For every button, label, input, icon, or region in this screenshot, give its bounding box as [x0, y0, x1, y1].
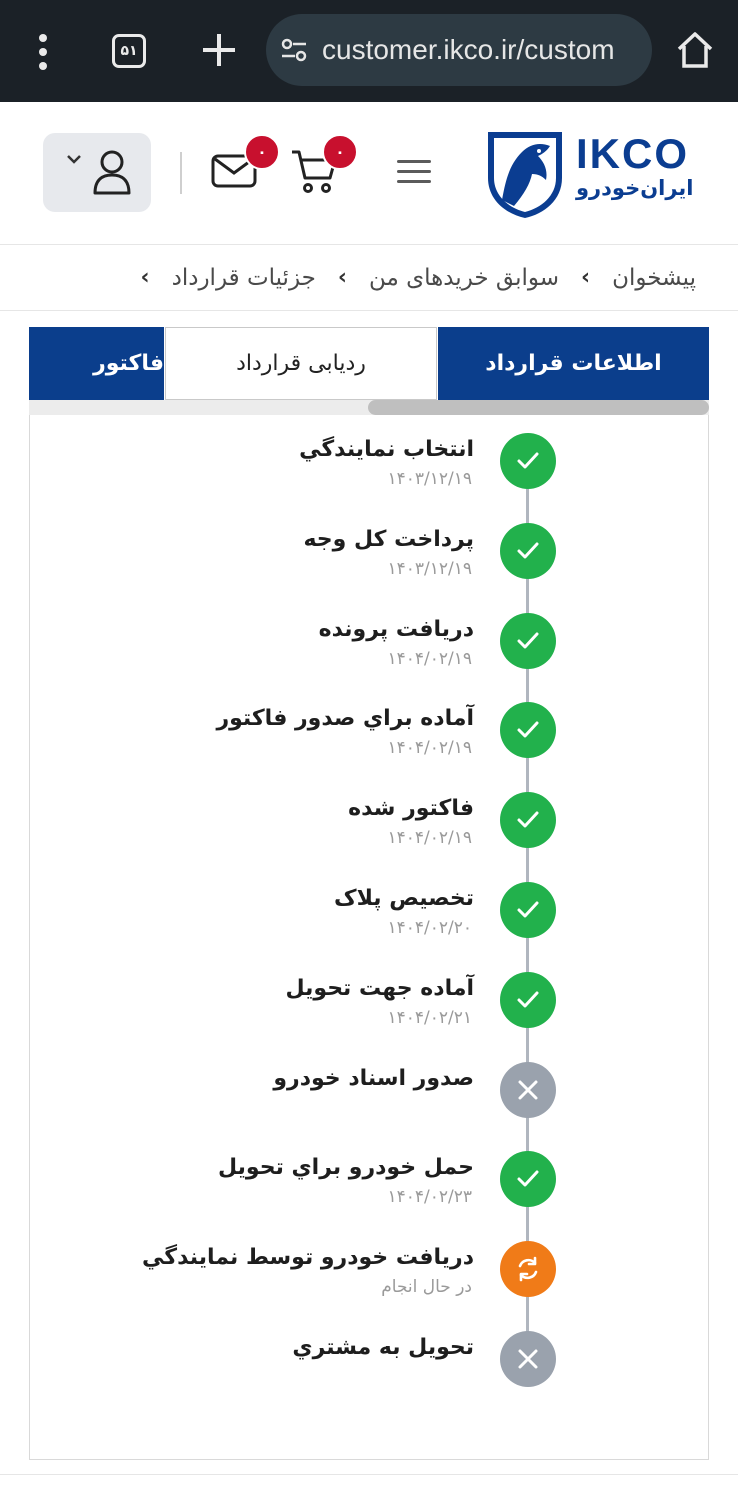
- step-status-done: [500, 792, 556, 848]
- step-date: ۱۴۰۴/۰۲/۱۹: [387, 738, 472, 759]
- tab-contract-info[interactable]: [438, 327, 709, 400]
- user-icon: [91, 149, 133, 197]
- check-icon: [513, 985, 543, 1015]
- step-date: ۱۴۰۴/۰۲/۲۳: [387, 1187, 472, 1208]
- step-status-done: [500, 523, 556, 579]
- home-icon[interactable]: [676, 30, 714, 70]
- address-bar[interactable]: [266, 14, 652, 86]
- step-title: انتخاب نمايندگي: [299, 437, 474, 462]
- tab-invoice[interactable]: [29, 327, 164, 400]
- cart-badge: ۰: [322, 134, 358, 170]
- messages-button[interactable]: [210, 143, 267, 194]
- breadcrumb-chevron-icon: ›: [140, 265, 150, 290]
- timeline-step: [30, 523, 710, 583]
- logo-subtext: ایران‌خودرو: [576, 176, 694, 200]
- step-title: تحويل به مشتري: [292, 1335, 474, 1360]
- step-status-done: [500, 972, 556, 1028]
- step-date: ۱۴۰۳/۱۲/۱۹: [387, 558, 472, 579]
- site-header: [0, 102, 738, 245]
- step-status-failed: [500, 1331, 556, 1387]
- close-icon: [515, 1346, 541, 1372]
- step-status-failed: [500, 1062, 556, 1118]
- timeline-step: [30, 702, 710, 762]
- tab-label: فاکتور: [93, 351, 164, 376]
- chevron-down-icon: [65, 153, 83, 165]
- close-icon: [515, 1077, 541, 1103]
- new-tab-icon[interactable]: [199, 30, 239, 70]
- timeline-step: [30, 1062, 710, 1122]
- breadcrumb: [0, 245, 738, 311]
- check-icon: [513, 895, 543, 925]
- step-date: ۱۴۰۴/۰۲/۱۹: [387, 828, 472, 849]
- check-icon: [513, 1164, 543, 1194]
- logo-text: IKCO: [576, 130, 689, 177]
- ikco-logo[interactable]: [484, 124, 694, 224]
- check-icon: [513, 446, 543, 476]
- step-title: دريافت خودرو توسط نمايندگي: [142, 1245, 474, 1271]
- step-title: حمل خودرو براي تحويل: [218, 1155, 474, 1181]
- breadcrumb-dashboard[interactable]: پیشخوان: [612, 264, 696, 291]
- timeline-step: [30, 792, 710, 852]
- step-title: آماده براي صدور فاکتور: [216, 706, 474, 732]
- browser-toolbar: [0, 0, 738, 102]
- tab-label: ردیابی قرارداد: [236, 351, 366, 376]
- step-title: دریافت پرونده: [318, 616, 474, 642]
- user-menu-button[interactable]: [43, 133, 151, 212]
- step-status-done: [500, 1151, 556, 1207]
- cart-button[interactable]: [288, 143, 345, 196]
- step-status-done: [500, 702, 556, 758]
- timeline-step: [30, 882, 710, 942]
- tabs-scrollbar[interactable]: [29, 400, 709, 415]
- check-icon: [513, 715, 543, 745]
- menu-icon[interactable]: [397, 158, 433, 186]
- step-title: پرداخت کل وجه: [303, 526, 474, 552]
- timeline-step: [30, 1331, 710, 1391]
- contract-tabs: [29, 327, 709, 400]
- tab-switcher-button[interactable]: [112, 34, 146, 68]
- step-date: در حال انجام: [381, 1277, 472, 1298]
- timeline-step: [30, 1241, 710, 1301]
- step-date: ۱۴۰۴/۰۲/۱۹: [387, 648, 472, 669]
- step-date: ۱۴۰۳/۱۲/۱۹: [387, 469, 472, 489]
- tab-contract-tracking[interactable]: [165, 327, 437, 400]
- timeline-step: [30, 613, 710, 673]
- step-title: فاکتور شده: [348, 796, 474, 822]
- site-settings-icon[interactable]: [280, 36, 308, 64]
- tab-label: اطلاعات قرارداد: [485, 351, 662, 376]
- timeline-step: [30, 972, 710, 1032]
- timeline-step: [30, 1151, 710, 1211]
- step-date: ۱۴۰۴/۰۲/۲۰: [387, 918, 472, 938]
- step-status-done: [500, 613, 556, 669]
- header-divider: [180, 152, 182, 194]
- browser-menu-icon[interactable]: [30, 32, 56, 72]
- step-status-done: [500, 882, 556, 938]
- step-date: ۱۴۰۴/۰۲/۲۱: [387, 1007, 472, 1028]
- horse-shield-icon: [484, 126, 566, 220]
- refresh-icon: [513, 1254, 543, 1284]
- mail-badge: ۰: [244, 134, 280, 170]
- step-status-done: [500, 433, 556, 489]
- step-status-in-progress: [500, 1241, 556, 1297]
- timeline-step: [30, 433, 710, 493]
- tab-count: ۵۱: [120, 43, 138, 59]
- tracking-panel: [29, 415, 709, 1460]
- breadcrumb-contract-details: جزئیات قرارداد: [171, 264, 316, 291]
- url-text: customer.ikco.ir/custom: [322, 34, 615, 65]
- step-title: تخصيص پلاک: [334, 886, 474, 911]
- check-icon: [513, 536, 543, 566]
- step-title: صدور اسناد خودرو: [273, 1065, 474, 1091]
- breadcrumb-purchases[interactable]: سوابق خریدهای من: [368, 264, 560, 291]
- footer-divider: [0, 1474, 738, 1475]
- step-title: آماده جهت تحويل: [285, 975, 474, 1001]
- scrollbar-thumb[interactable]: [368, 400, 709, 415]
- check-icon: [513, 626, 543, 656]
- breadcrumb-chevron-icon: ›: [337, 265, 347, 290]
- breadcrumb-chevron-icon: ›: [581, 265, 591, 290]
- check-icon: [513, 805, 543, 835]
